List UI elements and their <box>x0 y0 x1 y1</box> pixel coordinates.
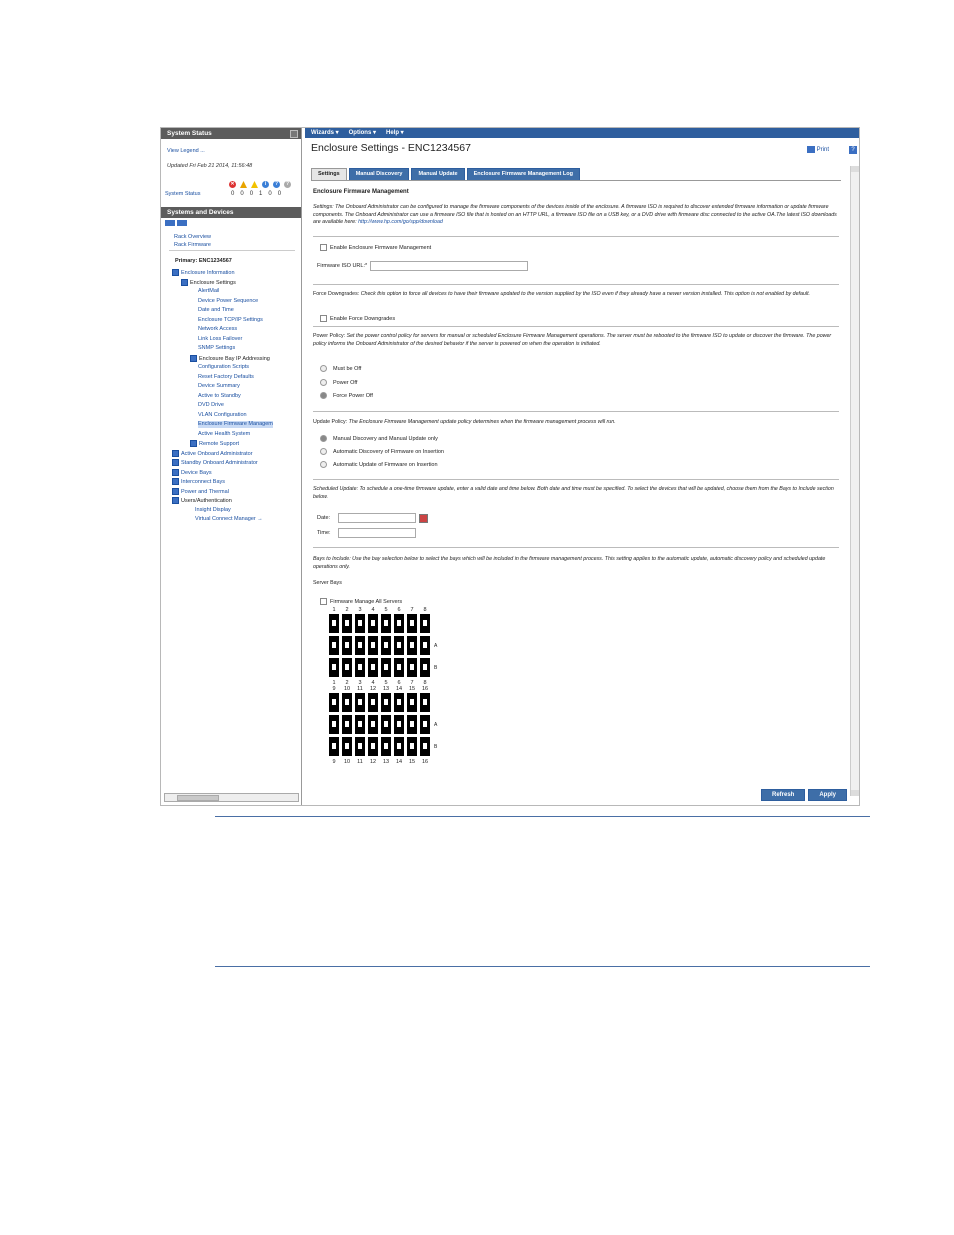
checkbox-box[interactable] <box>320 315 327 322</box>
force-downgrades-description: Force Downgrades: Check this option to force all devices to have their firmware updated to the version supplied by the ISO even if they already have a newer version installed. This option is not enabled by default. <box>313 291 811 297</box>
bay-number: 2 <box>345 607 349 613</box>
bay-checkbox[interactable] <box>329 737 339 756</box>
bay-checkbox[interactable] <box>420 737 430 756</box>
bay-number: 10 <box>343 759 351 765</box>
tree-item[interactable]: Enclosure Settings <box>181 279 236 287</box>
radio-auto-discovery[interactable]: Automatic Discovery of Firmware on Insertion <box>320 448 444 455</box>
radio-manual-only[interactable]: Manual Discovery and Manual Update only <box>320 435 438 442</box>
bay-checkbox[interactable] <box>368 614 378 633</box>
bay-checkbox[interactable] <box>420 693 430 712</box>
bay-number: 14 <box>395 759 403 765</box>
bay-checkbox[interactable] <box>355 636 365 655</box>
time-field: Time: <box>317 528 416 538</box>
tree-item[interactable]: DVD Drive <box>198 402 224 408</box>
bay-checkbox[interactable] <box>342 693 352 712</box>
enable-force-checkbox[interactable]: Enable Force Downgrades <box>320 315 395 322</box>
bay-numbers <box>329 686 437 692</box>
bays-description: Bays to Include: Use the bay selection below to select the bays which will be included in the firmware management process. This setting applies to the automatic update, automatic discovery policy and scheduled update operations only. <box>313 556 826 570</box>
bay-number: 11 <box>357 686 363 692</box>
update-policy-description: Update Policy: The Enclosure Firmware Management update policy determines when the firmware management process will run. <box>313 419 616 425</box>
bay-number: 9 <box>332 759 336 765</box>
date-input[interactable] <box>338 513 416 523</box>
bay-checkbox[interactable] <box>420 658 430 677</box>
note-top-rule <box>215 816 870 817</box>
primary-enclosure[interactable]: Primary: ENC1234567 <box>175 258 232 264</box>
collapse-icon[interactable] <box>290 130 298 138</box>
bay-checkbox[interactable] <box>394 737 404 756</box>
bay-number: 7 <box>410 607 414 613</box>
expand-icon[interactable] <box>172 459 179 466</box>
bay-grid-top <box>319 607 437 765</box>
bay-checkbox[interactable] <box>329 658 339 677</box>
bay-checkbox[interactable] <box>394 715 404 734</box>
bay-number: 10 <box>343 686 351 692</box>
major-icon <box>240 181 247 188</box>
bay-number: 7 <box>410 680 414 686</box>
bay-checkbox[interactable] <box>368 715 378 734</box>
bay-checkbox[interactable] <box>394 614 404 633</box>
help-icon[interactable]: ? <box>849 146 857 154</box>
info-icon: i <box>262 181 269 188</box>
bay-checkbox[interactable] <box>355 614 365 633</box>
refresh-button[interactable]: Refresh <box>761 789 805 801</box>
bay-number: 8 <box>423 680 427 686</box>
bay-row <box>329 614 437 633</box>
divider <box>313 236 839 237</box>
bay-number: 16 <box>421 759 429 765</box>
bay-checkbox[interactable] <box>329 636 339 655</box>
bay-checkbox[interactable] <box>355 715 365 734</box>
bay-checkbox[interactable] <box>407 737 417 756</box>
bay-number: 16 <box>421 686 429 692</box>
bay-checkbox[interactable] <box>394 693 404 712</box>
system-status-link[interactable]: System Status <box>165 191 201 197</box>
expand-icon[interactable] <box>172 450 179 457</box>
scheduled-update-description: Scheduled Update: To schedule a one-time firmware update, enter a valid date and time below. Both date and time must be specified. To select the devices that will be updated, choose them from the Bays to Include section below. <box>313 486 834 500</box>
print-button[interactable]: Print <box>807 146 829 153</box>
expand-all-icon[interactable] <box>165 220 175 226</box>
bay-checkbox[interactable] <box>368 693 378 712</box>
tree-item[interactable]: Enclosure Firmware Managem <box>198 421 273 427</box>
tree-item[interactable]: Link Loss Failover <box>198 335 243 342</box>
manage-all-checkbox[interactable]: Firmware Manage All Servers <box>320 598 402 605</box>
tree-item[interactable]: Active Onboard Administrator <box>172 450 253 458</box>
horizontal-scrollbar[interactable] <box>164 793 299 802</box>
bay-number: 15 <box>408 759 416 765</box>
bay-number: 11 <box>357 759 363 765</box>
row-label: A <box>434 721 438 728</box>
bay-number: 12 <box>369 686 377 692</box>
bay-checkbox[interactable] <box>381 715 391 734</box>
bay-checkbox[interactable] <box>381 636 391 655</box>
tree-item[interactable]: Network Access <box>198 326 238 332</box>
bay-number: 6 <box>397 680 401 686</box>
bay-number: 5 <box>384 607 388 613</box>
bay-checkbox[interactable] <box>368 636 378 655</box>
tree-item[interactable]: Device Bays <box>172 469 212 477</box>
system-status-header[interactable]: System Status <box>161 128 301 139</box>
main-panel <box>305 128 859 805</box>
bay-number: 14 <box>395 686 403 692</box>
expand-icon[interactable] <box>172 488 179 495</box>
left-panel <box>161 128 302 805</box>
bay-checkbox[interactable] <box>420 614 430 633</box>
bay-checkbox[interactable] <box>407 658 417 677</box>
bay-checkbox[interactable] <box>420 636 430 655</box>
power-policy-description: Power Policy: Set the power control policy for servers for manual or scheduled Enclosure Firmware Management operations. The server must be rebooted to the firmware ISO to update or discover the firmware. The power policy informs the Onboard Administrator of the desired behavior if the server is powered on when the operation is initiated. <box>313 333 832 347</box>
settings-content <box>311 180 841 791</box>
disabled-icon: ? <box>285 181 290 187</box>
tree-item[interactable]: Users/Authentication <box>172 497 232 505</box>
iso-url-field: Firmware ISO URL:* <box>317 261 528 271</box>
tree-item[interactable]: Date and Time <box>198 307 234 313</box>
date-field: Date: <box>317 513 428 523</box>
menu-wizards[interactable]: Wizards ▾ <box>311 130 339 136</box>
bay-checkbox[interactable] <box>368 737 378 756</box>
bay-checkbox[interactable] <box>381 614 391 633</box>
scroll-down-icon[interactable] <box>851 790 859 796</box>
bay-checkbox[interactable] <box>355 658 365 677</box>
menu-options[interactable]: Options ▾ <box>348 130 376 136</box>
bay-checkbox[interactable] <box>355 737 365 756</box>
bay-checkbox[interactable] <box>407 693 417 712</box>
bay-row-b <box>329 737 437 756</box>
bay-number: 13 <box>382 759 390 765</box>
bay-number: 6 <box>397 607 401 613</box>
tree-item[interactable]: Device Summary <box>198 383 240 389</box>
bay-numbers <box>329 759 437 765</box>
iso-url-input[interactable] <box>370 261 528 271</box>
bay-number: 15 <box>408 686 416 692</box>
tab-settings[interactable]: Settings <box>311 168 347 181</box>
bay-number: 4 <box>371 680 375 686</box>
bay-number: 5 <box>384 680 388 686</box>
status-counts: 0 0 0 1 0 0 <box>231 191 282 197</box>
divider <box>313 547 839 548</box>
tree-item[interactable]: Reset Factory Defaults <box>198 373 254 380</box>
tree-item[interactable]: AlertMail <box>198 288 220 294</box>
checkbox-box[interactable] <box>320 598 327 605</box>
bay-checkbox[interactable] <box>407 715 417 734</box>
bay-number: 1 <box>332 680 336 686</box>
bay-checkbox[interactable] <box>342 636 352 655</box>
divider <box>313 479 839 480</box>
tree-item[interactable]: Configuration Scripts <box>198 364 250 370</box>
expand-icon[interactable] <box>190 440 197 447</box>
bay-checkbox[interactable] <box>381 737 391 756</box>
tree-item[interactable]: Standby Onboard Administrator <box>172 459 258 467</box>
divider <box>313 411 839 412</box>
updated-timestamp: Updated Fri Feb 21 2014, 11:56:48 <box>167 163 253 169</box>
bay-number: 3 <box>358 607 362 613</box>
settings-description: Settings: The Onboard Administrator can be configured to manage the firmware components of the devices inside of the enclosure. A firmware ISO is required to discover extended firmware information or update firmware components. The Onboard Administrator can use a firmware ISO file that is hosted on an HTTP URL, a firmware ISO file on a USB key, or a DVD drive with firmware disc connected to the active OA.The latest ISO downloads are available here: http://www.hp.com/go/spp/download <box>313 204 837 225</box>
note-bottom-rule <box>215 966 870 967</box>
tree-item[interactable]: Insight Display <box>195 506 231 513</box>
unknown-icon: ? <box>274 181 279 187</box>
status-icons <box>229 181 291 188</box>
tree-item[interactable]: Enclosure Bay IP Addressing <box>190 355 270 363</box>
tab-manual-discovery[interactable]: Manual Discovery <box>349 168 410 181</box>
bay-checkbox[interactable] <box>342 737 352 756</box>
row-label: B <box>434 664 438 671</box>
radio-power-off[interactable]: Power Off <box>320 379 357 386</box>
bay-row-a <box>329 636 437 655</box>
divider <box>313 326 839 327</box>
expand-icon[interactable] <box>181 279 188 286</box>
bay-checkbox[interactable] <box>394 658 404 677</box>
minor-icon <box>251 181 258 188</box>
bay-checkbox[interactable] <box>342 658 352 677</box>
tree-item[interactable]: Enclosure Information <box>172 269 235 277</box>
bay-row-b <box>329 658 437 677</box>
bay-checkbox[interactable] <box>329 614 339 633</box>
rack-firmware-link[interactable]: Rack Firmware <box>174 242 211 248</box>
tree-item[interactable]: Power and Thermal <box>172 488 229 496</box>
bay-checkbox[interactable] <box>329 693 339 712</box>
calendar-icon[interactable] <box>419 514 428 523</box>
scroll-thumb[interactable] <box>177 795 219 801</box>
rack-overview-link[interactable]: Rack Overview <box>174 234 211 240</box>
page-title: Enclosure Settings - ENC1234567 <box>311 142 471 154</box>
bay-checkbox[interactable] <box>381 693 391 712</box>
systems-devices-header[interactable]: Systems and Devices <box>161 207 301 218</box>
row-label: A <box>434 642 438 649</box>
checkbox-box[interactable] <box>320 244 327 251</box>
tree-toolbar <box>165 220 187 226</box>
collapse-all-icon[interactable] <box>177 220 187 226</box>
enable-efm-checkbox[interactable]: Enable Enclosure Firmware Management <box>320 244 431 251</box>
bay-checkbox[interactable] <box>368 658 378 677</box>
bay-checkbox[interactable] <box>407 636 417 655</box>
tree-item[interactable]: VLAN Configuration <box>198 411 247 418</box>
expand-icon[interactable] <box>172 269 179 276</box>
time-input[interactable] <box>338 528 416 538</box>
tree-item[interactable]: Remote Support <box>190 440 239 448</box>
apply-button[interactable]: Apply <box>808 789 847 801</box>
radio-force-power-off[interactable]: Force Power Off <box>320 392 373 399</box>
divider <box>169 250 295 251</box>
vertical-scrollbar[interactable] <box>850 166 859 796</box>
oa-screenshot <box>160 127 860 806</box>
view-legend-link[interactable]: View Legend ... <box>167 148 205 154</box>
download-link[interactable]: http://www.hp.com/go/spp/download <box>358 219 443 225</box>
bay-checkbox[interactable] <box>381 658 391 677</box>
scroll-up-icon[interactable] <box>851 166 859 172</box>
expand-icon[interactable] <box>172 497 179 504</box>
tree-item[interactable]: SNMP Settings <box>198 345 236 351</box>
server-bays-label: Server Bays <box>313 580 342 586</box>
bay-number: 12 <box>369 759 377 765</box>
section-title: Enclosure Firmware Management <box>313 189 409 195</box>
bay-checkbox[interactable] <box>407 614 417 633</box>
bay-checkbox[interactable] <box>394 636 404 655</box>
bay-checkbox[interactable] <box>420 715 430 734</box>
bay-number: 3 <box>358 680 362 686</box>
bay-number: 13 <box>382 686 390 692</box>
tree-item[interactable]: Device Power Sequence <box>198 297 259 304</box>
tab-manual-update[interactable]: Manual Update <box>411 168 464 181</box>
bay-number: 8 <box>423 607 427 613</box>
radio-auto-update[interactable]: Automatic Update of Firmware on Insertion <box>320 461 438 468</box>
expand-icon[interactable] <box>172 478 179 485</box>
bay-numbers <box>329 607 437 613</box>
row-label: B <box>434 743 438 750</box>
bay-checkbox[interactable] <box>342 614 352 633</box>
bay-number: 2 <box>345 680 349 686</box>
bay-checkbox[interactable] <box>329 715 339 734</box>
bay-number: 4 <box>371 607 375 613</box>
menu-bar <box>305 128 859 138</box>
bay-number: 9 <box>332 686 336 692</box>
print-icon <box>807 146 815 153</box>
tab-efm-log[interactable]: Enclosure Firmware Management Log <box>467 168 580 181</box>
menu-help[interactable]: Help ▾ <box>385 130 404 136</box>
expand-icon[interactable] <box>172 469 179 476</box>
bay-checkbox[interactable] <box>355 693 365 712</box>
bay-number: 1 <box>332 607 336 613</box>
tree-item[interactable]: Active Health System <box>198 430 251 437</box>
tree-item[interactable]: Active to Standby <box>198 392 241 399</box>
tree-item[interactable]: Virtual Connect Manager → <box>195 516 263 522</box>
radio-must-be-off[interactable]: Must be Off <box>320 365 361 372</box>
bay-row <box>329 693 437 712</box>
critical-icon: ✕ <box>230 181 235 187</box>
expand-icon[interactable] <box>190 355 197 362</box>
divider <box>313 284 839 285</box>
tree-item[interactable]: Enclosure TCP/IP Settings <box>198 316 263 323</box>
bay-row-a <box>329 715 437 734</box>
action-buttons <box>761 789 847 801</box>
tree-item[interactable]: Interconnect Bays <box>172 478 225 486</box>
bay-checkbox[interactable] <box>342 715 352 734</box>
